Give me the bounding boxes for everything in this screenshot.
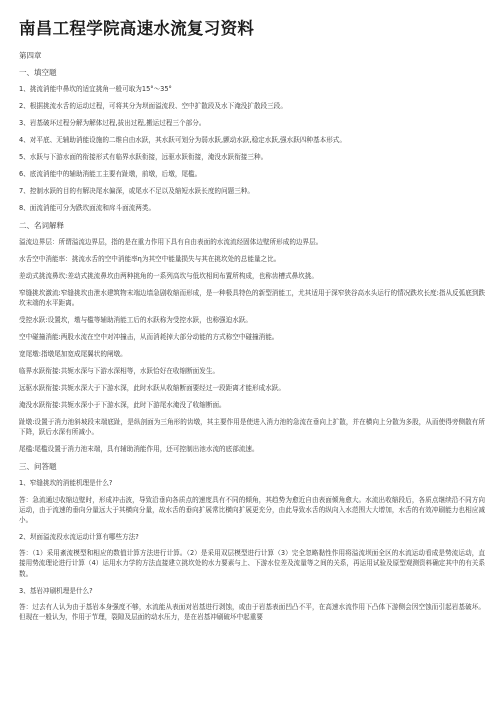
page-title: 南昌工程学院高速水流复习资料: [19, 19, 255, 38]
fill-item: 2、根据挑流水舌的运动过程，可将其分为坝面溢流段、空中扩散段及水下淹没扩散段三段。: [19, 102, 287, 110]
term-item: 尾槛:尾槛设置于消力池末端，具有辅助消能作用，还可控制出池水流的底部流速。: [19, 445, 259, 454]
term-item: 受控水跃:设置坎，墩与槛等辅助消能工后的水跃称为受控水跃，也称强迫水跃。: [19, 316, 253, 325]
term-item: 远驱水跃衔接:共轭水深大于下游水深，此时水跃从收缩断面要经过一段距离才能形成水跃。: [19, 384, 285, 393]
term-item: 淹没水跃衔接:共轭水深小于下游水深，此时下游尾水淹没了收缩断面。: [19, 401, 226, 410]
term-item: 趾墩:设置于消力池斜坡段末端底趾，是纵剖面为三角形的齿墩，其主要作用是使进入消力池的急流在垂向上扩散，并在横向上分散为多股，从而使得旁侧散有所下降，跃后水深有所减小。: [19, 418, 485, 437]
section-heading-fill: 一、填空题: [19, 68, 57, 77]
section-heading-qa: 三、问答题: [19, 462, 57, 472]
fill-item: 6、底流消能中的辅助消能工主要有趾墩，前墩，后墩，尾槛。: [19, 170, 202, 178]
term-item: 空中碰撞消能:两股水流在空中对冲撞击，从而消耗掉大部分动能的方式称空中碰撞消能。: [19, 333, 279, 342]
fill-item: 8、面流消能可分为跌坎面流和戽斗面流两类。: [19, 204, 156, 212]
term-item: 宽尾墩:指墩尾加宽成尾翼状的闸墩。: [19, 350, 127, 359]
section-heading-terms: 二、名词解释: [19, 221, 64, 230]
question: 1、窄缝挑坎的消能机理是什么?: [19, 479, 113, 488]
question: 3、基岩冲刷机理是什么?: [19, 586, 93, 595]
answer: 答：（1）采用紊流模型和相应的数值计算方法进行计算。（2）是采用双层模型进行计算（3）完全忽略黏性作用将溢流坝面全区的水流运动看成是势流运动，直接用势流理论进行计算（4）运用水力学的方法直接建立挑坎处的水力要素与上、下游水位差及流量等之间的关系，再运用试验及原型观测资料确定其中的有关系数。: [19, 549, 485, 578]
fill-item: 4、对平底、无辅助消能设施的二维自由水跃，其水跃可划分为弱水跃,颤动水跃,稳定水跃,强水跃四种基本形式。: [19, 136, 346, 144]
term-item: 临界水跃衔接:共轭水深与下游水深相等，水跃恰好在收缩断面发生。: [19, 367, 220, 376]
fill-item: 1、挑流消能中鼻坎的适宜挑角一般可取为15°～35°: [19, 85, 172, 93]
question: 2、坝面溢流段水流运动计算有哪些方法?: [19, 533, 139, 542]
term-item: 差动式挑流鼻坎:差动式挑流鼻坎由两种挑角的一系列高坎与低坎相间布置所构成，也称齿槽式鼻坎挑。: [19, 272, 318, 280]
chapter-label: 第四章: [19, 51, 42, 60]
term-item: 窄缝挑坎激流:窄缝挑坎由泄水建筑物末端边墙急剧收缩而形成，是一种极具特色的新型消能工，尤其适用于深窄狭谷高水头运行的情况跌坎长度:指从反弧底到跌坎末端的水平距离。: [19, 289, 486, 308]
term-item: 水舌空中消能率：挑流水舌的空中消能率η为其空中能量损失与其在挑坎处的总能量之比。: [19, 255, 281, 263]
answer: 答：急流通过收缩边壁时，形成冲击波，导致沿垂向各质点的速度具有不同的倾角，其趋势为愈近自由表面倾角愈大。水流出收缩段后，各质点继续沿不同方向运动，由于流速的垂向分量远大于其横向分量，故水舌的垂向扩展常比横向扩展更充分，由此导致水舌的纵向入水范围大大增加，水舌的有效冲刷能力也相应减小。: [19, 495, 485, 525]
answer: 答：过去有人认为由于基岩本身强度不够，水流能从表面对岩基进行剥蚀，或由于岩基表面凹凸不平，在高速水流作用下凸体下游侧会因空蚀而引起岩基破坏。但现在一般认为，作用于节理，裂隙及层面的动水压力，是在岩基冲刷破坏中起重要: [19, 602, 485, 622]
fill-item: 5、水跃与下游水面的衔接形式有临界水跃衔接，远驱水跃衔接，淹没水跃衔接三种。: [19, 153, 268, 161]
fill-item: 3、岩基破坏过程分解为解体过程,拔出过程,搬运过程三个部分。: [19, 119, 206, 127]
fill-item: 7、控制水跃的目的有解决尾水偏深，或尾水不足以及缩短水跃长度的问题三种。: [19, 187, 254, 195]
term-item: 溢流边界层：所谓溢流边界层，指的是在重力作用下具有自由表面的水流流经固体边壁所形成的边界层。: [19, 238, 323, 246]
